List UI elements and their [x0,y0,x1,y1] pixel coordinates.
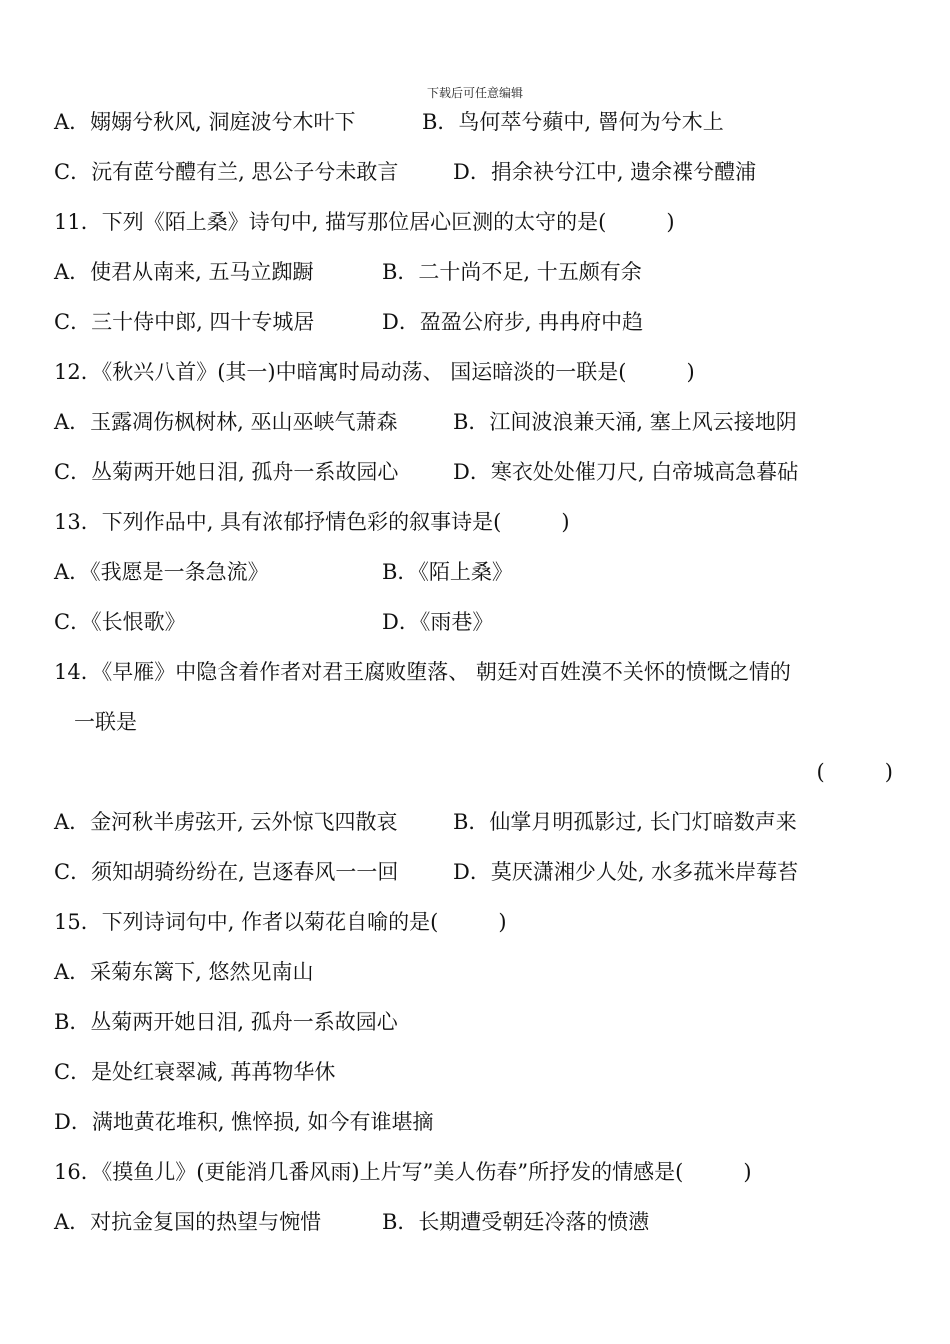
option-a: A．《我愿是一条急流》 [54,560,269,584]
question-16 [54,1159,752,1185]
option-b: B．鸟何萃兮蘋中, 罾何为兮木上 [422,110,724,134]
option-b: B．长期遭受朝廷冷落的愤懑 [382,1210,650,1234]
option-row [54,559,513,585]
question-13 [54,509,570,535]
option-c-row [54,1059,335,1085]
question-text: 一联是 [54,710,138,734]
option-row [54,259,642,285]
option-a: A．嫋嫋兮秋风, 洞庭波兮木叶下 [54,110,356,134]
option-a: A．使君从南来, 五马立踟蹰 [54,260,314,284]
option-d: D．满地黄花堆积, 憔悴损, 如今有谁堪摘 [54,1110,434,1134]
option-d: D．《雨巷》 [382,610,494,634]
option-c: C．是处红衰翠减, 苒苒物华休 [54,1060,336,1084]
option-c: C．须知胡骑纷纷在, 岂逐春风一一回 [54,860,399,884]
option-a: A．金河秋半虏弦开, 云外惊飞四散哀 [54,810,398,834]
question-text: 14．《早雁》中隐含着作者对君王腐败堕落、 朝廷对百姓漠不关怀的愤慨之情的 [54,660,791,684]
option-d: D．寒衣处处催刀尺, 白帝城高急暮砧 [453,460,799,484]
option-b: B．二十尚不足, 十五颇有余 [382,260,642,284]
option-b: B．仙掌月明孤影过, 长门灯暗数声来 [453,810,797,834]
question-text: 16．《摸鱼儿》(更能消几番风雨)上片写”美人伤春”所抒发的情感是( ) [54,1160,752,1184]
question-text: 13．下列作品中, 具有浓郁抒情色彩的叙事诗是( ) [54,510,570,534]
option-row [54,809,797,835]
option-row [54,309,644,335]
option-row [54,609,494,635]
question-text: 15．下列诗词句中, 作者以菊花自喻的是( ) [54,910,507,934]
option-d: D．捐余袂兮江中, 遗余褋兮醴浦 [453,160,757,184]
question-15 [54,909,507,935]
option-b: B．丛菊两开她日泪, 孤舟一系故园心 [54,1010,398,1034]
question-text: 11．下列《陌上桑》诗句中, 描写那位居心叵测的太守的是( ) [54,210,675,234]
option-a: A．采菊东篱下, 悠然见南山 [54,960,314,984]
question-14 [54,659,791,685]
option-row [54,159,757,185]
option-row [54,1209,650,1235]
option-a: A．玉露凋伤枫树林, 巫山巫峡气萧森 [54,410,398,434]
option-row [54,459,799,485]
option-b: B．江间波浪兼天涌, 塞上风云接地阴 [453,410,797,434]
option-c: C．沅有茝兮醴有兰, 思公子兮未敢言 [54,160,399,184]
page-header: 下载后可任意编辑 [426,86,523,100]
option-a: A．对抗金复国的热望与惋惜 [54,1210,322,1234]
option-c: C．丛菊两开她日泪, 孤舟一系故园心 [54,460,399,484]
option-d-row [54,1109,434,1135]
option-b-row [54,1009,398,1035]
answer-paren: ( ) [816,760,893,784]
option-c: C．《长恨歌》 [54,610,186,634]
option-a-row [54,959,314,985]
question-14-continued [54,709,137,735]
question-12 [54,359,695,385]
option-d: D．莫厌潇湘少人处, 水多菰米岸莓苔 [453,860,799,884]
question-11 [54,209,675,235]
option-row [54,409,797,435]
option-row [54,109,724,135]
option-d: D．盈盈公府步, 冉冉府中趋 [382,310,644,334]
question-text: 12．《秋兴八首》(其一)中暗寓时局动荡、 国运暗淡的一联是( ) [54,360,695,384]
option-b: B．《陌上桑》 [382,560,513,584]
option-c: C．三十侍中郎, 四十专城居 [54,310,315,334]
option-row [54,859,799,885]
